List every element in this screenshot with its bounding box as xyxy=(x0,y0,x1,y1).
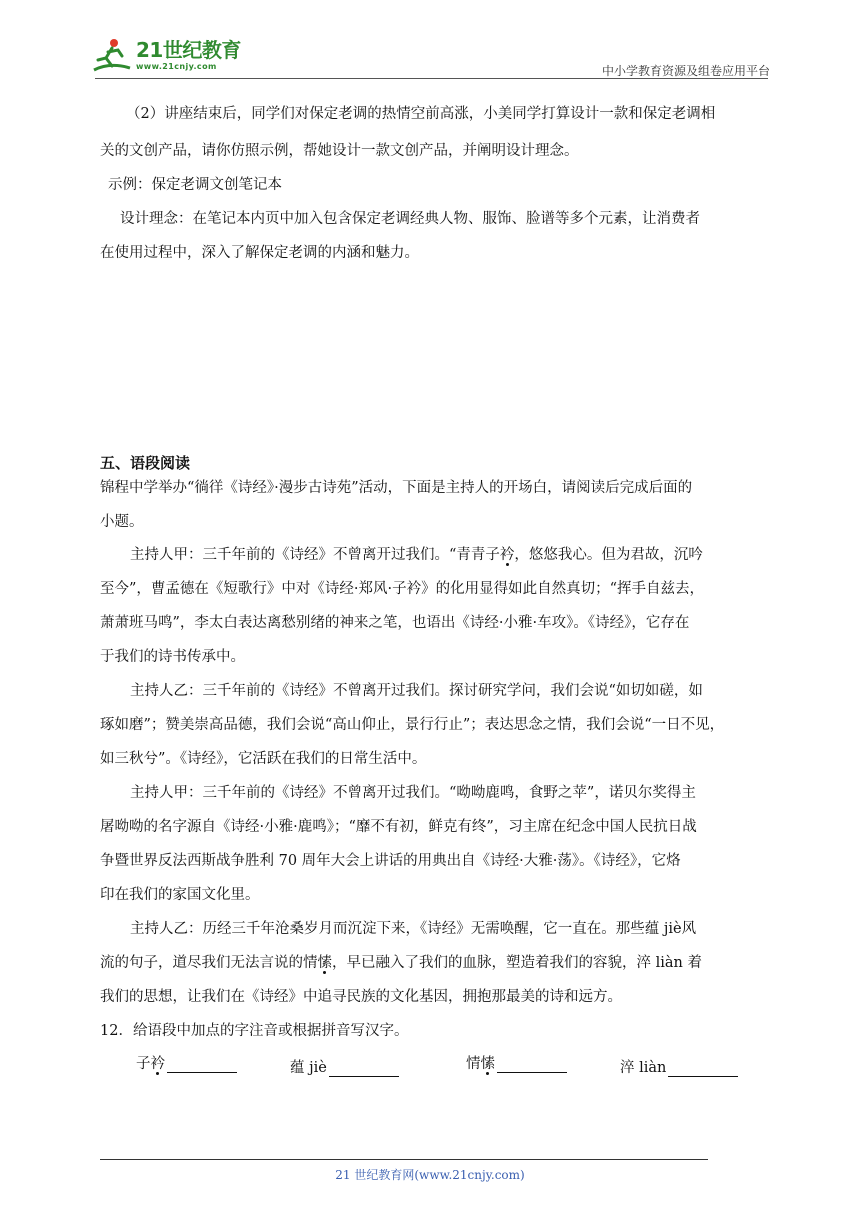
para1-line-2: 至今”，曹孟德在《短歌行》中对《诗经·郑风·子衿》的化用显得如此自然真切；“挥手自兹去， xyxy=(100,581,705,597)
para3-line-2: 屠呦呦的名字源自《诗经·小雅·鹿鸣》；“靡不有初，鲜克有终”，习主席在纪念中国人民抗日战 xyxy=(100,819,697,835)
para3-line-1: 主持人甲：三千年前的《诗经》不曾离开过我们。“呦呦鹿鸣，食野之苹”，诺贝尔奖得主 xyxy=(130,785,696,801)
answer-blank-4[interactable] xyxy=(668,1060,738,1077)
page-header xyxy=(90,30,770,80)
para4-line-3: 我们的思想，让我们在《诗经》中追寻民族的文化基因，拥抱那最美的诗和远方。 xyxy=(100,989,622,1005)
item-4-label: 淬 liàn xyxy=(620,1060,667,1076)
section-heading: 五、语段阅读 xyxy=(100,454,191,472)
para2-line-2: 琢如磨”；赞美崇高品德，我们会说“高山仰止，景行行止”；表达思念之情，我们会说“一日不见， xyxy=(100,717,725,733)
item-3-char: 情 xyxy=(466,1056,481,1072)
answer-blank-1[interactable] xyxy=(167,1056,237,1073)
q2-line-1: （2）讲座结束后，同学们对保定老调的热情空前高涨，小美同学打算设计一款和保定老调相 xyxy=(126,106,716,122)
runner-logo-icon xyxy=(90,36,134,76)
para1-line-3: 萧萧班马鸣”，李太白表达离愁别绪的神来之笔，也语出《诗经·小雅·车攻》。《诗经》，它存在 xyxy=(100,615,690,631)
answer-item-1 xyxy=(136,1052,237,1073)
para3-line-4: 印在我们的家国文化里。 xyxy=(100,887,260,903)
para1-line-1-b: ，悠悠我心。但为君故，沉吟 xyxy=(514,547,703,563)
para2-line-3: 如三秋兮”。《诗经》，它活跃在我们的日常生活中。 xyxy=(100,751,427,767)
design-line-1: 设计理念：在笔记本内页中加入包含保定老调经典人物、服饰、脸谱等多个元素，让消费者 xyxy=(120,211,700,227)
answer-item-3 xyxy=(466,1052,567,1073)
q2-line-2: 关的文创产品，请你仿照示例，帮她设计一款文创产品，并阐明设计理念。 xyxy=(100,143,579,159)
example-text: 示例：保定老调文创笔记本 xyxy=(108,177,282,193)
site-logo xyxy=(90,36,241,76)
intro-line-1: 锦程中学举办“徜徉《诗经》·漫步古诗苑”活动，下面是主持人的开场白，请阅读后完成后面的 xyxy=(100,480,693,496)
logo-brand: 21世纪教育 xyxy=(136,38,241,62)
para4-line-2 xyxy=(100,953,760,973)
intro-line-2: 小题。 xyxy=(100,514,144,530)
header-divider xyxy=(95,78,768,79)
logo-url: www.21cnjy.com xyxy=(136,62,217,71)
answer-item-2 xyxy=(290,1056,399,1077)
answer-blank-3[interactable] xyxy=(497,1056,567,1073)
dotted-char: 衿 xyxy=(499,547,515,563)
para4-line-2-b: ，早已融入了我们的血脉，塑造着我们的容貌，淬 liàn 着 xyxy=(332,955,702,971)
para1-line-4: 于我们的诗书传承中。 xyxy=(100,649,245,665)
footer-text: 21 世纪教育网(www.21cnjy.com) xyxy=(335,1168,525,1182)
q12-prompt: 12．给语段中加点的字注音或根据拼音写汉字。 xyxy=(100,1023,409,1039)
dotted-char: 衿 xyxy=(150,1056,165,1072)
dotted-char: 愫 xyxy=(317,955,332,971)
para2-line-1: 主持人乙：三千年前的《诗经》不曾离开过我们。探讨研究学问，我们会说“如切如磋，如 xyxy=(130,683,703,699)
para1-line-1 xyxy=(130,545,790,565)
item-1-char: 子 xyxy=(136,1056,151,1072)
para1-line-1-a: 主持人甲：三千年前的《诗经》不曾离开过我们。“青青子 xyxy=(130,547,500,563)
footer-divider xyxy=(100,1159,708,1160)
q12-answers xyxy=(0,1052,860,1076)
para4-line-1: 主持人乙：历经三千年沧桑岁月而沉淀下来，《诗经》无需唤醒，它一直在。那些蕴 jiè风 xyxy=(130,921,697,937)
para3-line-3: 争暨世界反法西斯战争胜利 70 周年大会上讲话的用典出自《诗经·大雅·荡》。《诗经》，它烙 xyxy=(100,853,681,869)
answer-blank-2[interactable] xyxy=(329,1060,399,1077)
answer-item-4 xyxy=(620,1056,738,1077)
item-2-label: 蕴 jiè xyxy=(290,1060,327,1076)
para4-line-2-a: 流的句子，道尽我们无法言说的情 xyxy=(100,955,318,971)
design-line-2: 在使用过程中，深入了解保定老调的内涵和魅力。 xyxy=(100,245,419,261)
dotted-char: 愫 xyxy=(480,1056,495,1072)
platform-name: 中小学教育资源及组卷应用平台 xyxy=(601,64,770,78)
